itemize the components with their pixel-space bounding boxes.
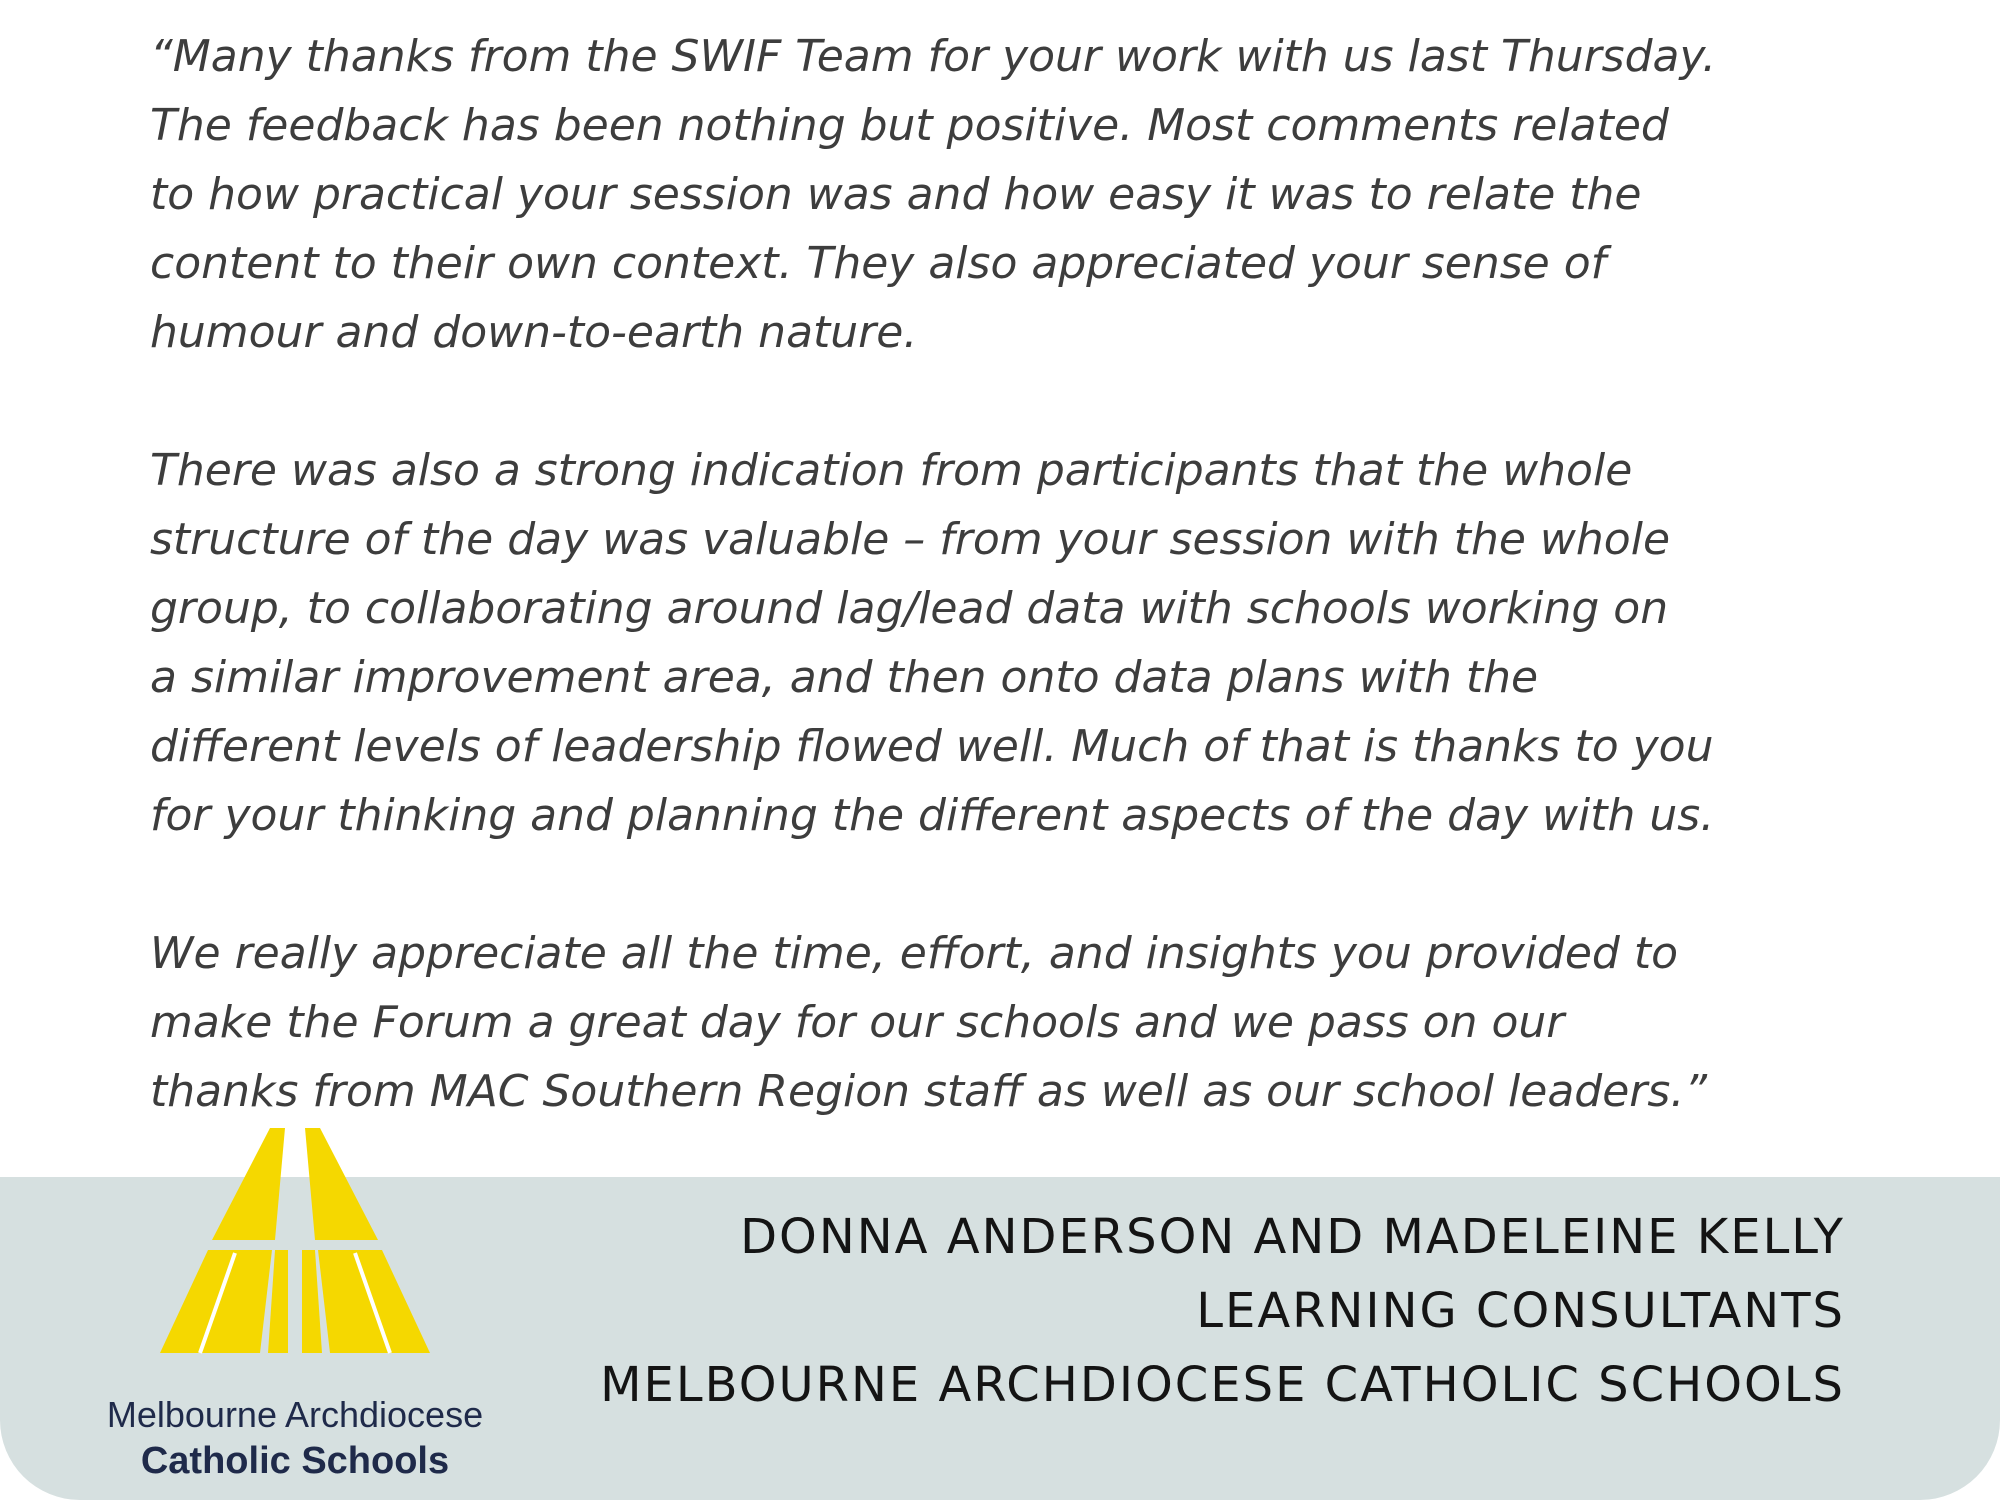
quote-line: to how practical your session was and how easy it was to relate the [150, 169, 1642, 220]
attribution-organisation: MELBOURNE ARCHDIOCESE CATHOLIC SCHOOLS [600, 1357, 1845, 1413]
quote-line: different levels of leadership flowed well. Much of that is thanks to you [150, 721, 1714, 772]
quote-line: a similar improvement area, and then onto data plans with the [150, 652, 1539, 703]
quote-line: make the Forum a great day for our schools and we pass on our [150, 997, 1565, 1048]
quote-line: content to their own context. They also appreciated your sense of [150, 238, 1607, 289]
attribution-role: LEARNING CONSULTANTS [1196, 1283, 1845, 1339]
quote-paragraph-3 [150, 919, 1870, 1126]
organisation-logo [60, 1128, 530, 1488]
logo-emblem-icon [160, 1128, 430, 1368]
logo-wordmark [60, 1393, 530, 1485]
quote-line: structure of the day was valuable – from your session with the whole [150, 514, 1671, 565]
quote-line: “Many thanks from the SWIF Team for your work with us last Thursday. [150, 31, 1717, 82]
quote-paragraph-1 [150, 22, 1870, 367]
quote-line: The feedback has been nothing but positive. Most comments related [150, 100, 1669, 151]
logo-text-line-2: Catholic Schools [140, 1440, 450, 1482]
quote-line: thanks from MAC Southern Region staff as well as our school leaders.” [150, 1066, 1708, 1117]
testimonial-quote [150, 22, 1870, 1126]
quote-paragraph-2 [150, 436, 1870, 850]
quote-line: There was also a strong indication from participants that the whole [150, 445, 1633, 496]
attribution-names: DONNA ANDERSON AND MADELEINE KELLY [740, 1209, 1845, 1265]
attribution-block [600, 1200, 1845, 1422]
quote-line: We really appreciate all the time, effort, and insights you provided to [150, 928, 1678, 979]
logo-text-line-1: Melbourne Archdiocese [106, 1394, 484, 1435]
quote-line: for your thinking and planning the different aspects of the day with us. [150, 790, 1715, 841]
quote-line: humour and down-to-earth nature. [150, 307, 918, 358]
quote-line: group, to collaborating around lag/lead data with schools working on [150, 583, 1669, 634]
